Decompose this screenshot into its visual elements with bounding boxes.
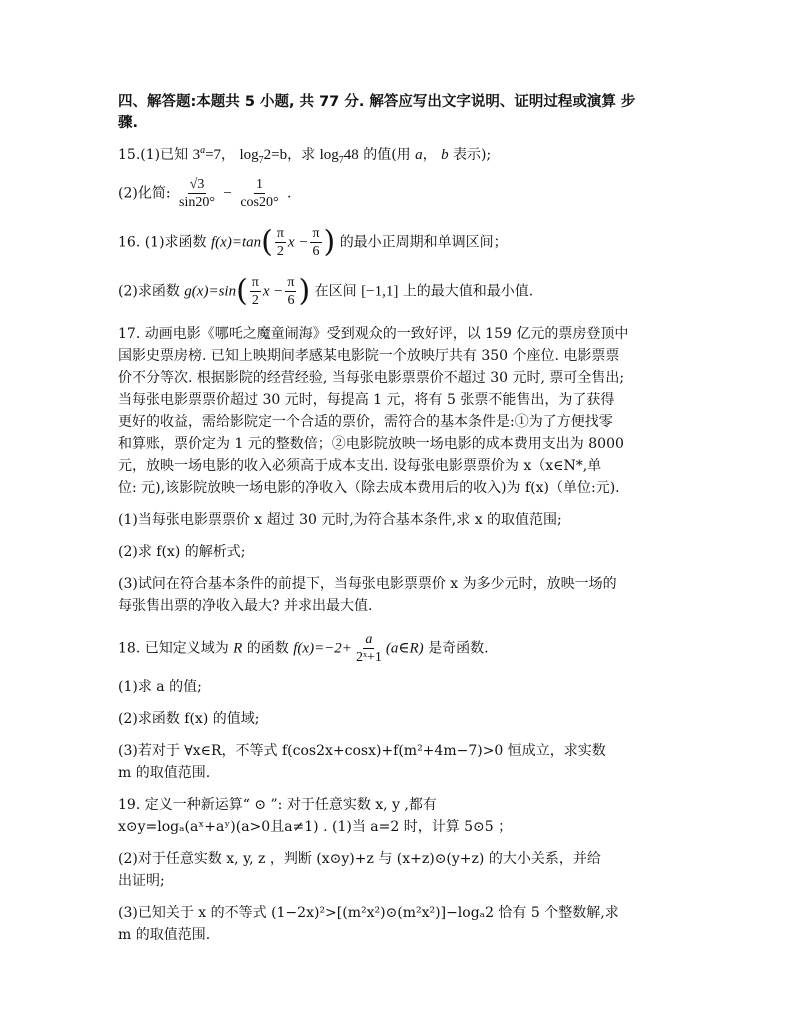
q15-var-b: b [441,147,449,163]
section-heading [118,92,690,134]
q16-gx: g(x)=sin [184,283,237,300]
section-heading-line1: 四、解答题:本题共 5 小题, 共 77 分. 解答应写出文字说明、证明过程或演算 步 [118,94,636,110]
q17-line: 国影史票房榜. 已知上映期间孝感某电影院一个放映厅共有 350 个座位. 电影票票 [118,348,620,364]
q18-stem: 18. 已知定义域为 R 的函数 f(x)=−2+ $\frac{a}{\text{2ˣ+1}}$ (a∈R) 是奇函数. [118,632,489,665]
exam-page [118,92,690,946]
section-heading-line2: 骤. [118,115,139,131]
q15-prefix: 15.(1)已知 [118,147,189,163]
q18-part3: (3)若对于 ∀x∈R，不等式 f(cos2x+cosx)+f(m²+4m−7)>0 恒成立，求实数 m 的取值范围. [118,743,606,781]
q16-pi-over-6: $\frac{\pi}{6}$ [312,226,320,259]
q17-line: 价不分等次. 根据影院的经营经验, 当每张电影票票价不超过 30 元时, 票可全售出; [118,370,625,386]
q15-part2: (2)化简: $\frac{√3}{\sin 20^\circ}$ − $\frac{1}{\cos 20^\circ}$ . [118,177,292,210]
q16-fx: f(x)=tan [211,234,262,251]
q18-part1: (1)求 a 的值; [118,679,202,695]
q17-line: 位: 元),该影院放映一场电影的净收入（除去成本费用后的收入)为 f(x)（单位:元). [118,480,620,496]
q17-line: 和算账，票价定为 1 元的整数倍；②电影院放映一场电影的成本费用支出为 8000 [118,436,624,452]
q17-part3: (3)试问在符合基本条件的前提下，当每张电影票票价 x 为多少元时，放映一场的 每张售出票的净收入最大? 并求出最大值. [118,576,617,614]
q17-line: 更好的收益，需给影院定一个合适的票价，需符合的基本条件是:①为了方便找零 [118,414,613,430]
q19-stem: 19. 定义一种新运算“ ⊙ ”: 对于任意实数 x, y ,都有 x⊙y=logₐ(aˣ+aʸ)(a>0且a≠1) . (1)当 a=2 时，计算 5⊙5 ； [118,797,513,835]
q15-part1: 15.(1)已知 $3^a=7$， $\log_72=b$，求 $\log_748$ 的值(用 a， b 表示); [118,145,492,166]
q17-part1: (1)当每张电影票票价 x 超过 30 元时,为符合基本条件,求 x 的取值范围; [118,512,562,528]
q16-part1: 16. (1)求函数 f(x)=tan( $\frac{\pi}{2}$ x − $\frac{\pi}{6}$ ) 的最小正周期和单调区间； [118,224,508,260]
q19-part3: (3)已知关于 x 的不等式 (1−2x)²>[(m²x²)⊙(m²x²)]−logₐ2 恰有 5 个整数解,求 m 的取值范围. [118,905,619,943]
q15-var-a: a [415,147,423,163]
q16-interval: [−1,1] [361,283,399,300]
q19-part2: (2)对于任意实数 x, y, z ，判断 (x⊙y)+z 与 (x+z)⊙(y+z) 的大小关系，并给 出证明; [118,851,601,889]
q15-given1: $3^a=7$ [192,145,222,163]
q16-pi-over-2: $\frac{\pi}{2}$ [276,226,284,259]
q15-fraction1: $\frac{√3}{\sin 20^\circ}$ [179,177,215,210]
q17-line: 17. 动画电影《哪吒之魔童闹海》受到观众的一致好评，以 159 亿元的票房登顶中 [118,326,629,342]
q18-fraction: $\frac{a}{\text{2ˣ+1}}$ [355,632,382,665]
q15-given2: $\log_72=b$ [239,147,288,166]
q17-stem [118,323,690,499]
q16-part2: (2)求函数 g(x)=sin( $\frac{\pi}{2}$ x − $\frac{\pi}{6}$ ) 在区间 [−1,1] 上的最大值和最小值. [118,273,534,309]
q18-part2: (2)求函数 f(x) 的值域; [118,711,260,727]
q17-line: 当每张电影票票价超过 30 元时，每提高 1 元，将有 5 张票不能售出，为了获得 [118,392,615,408]
q15-target: $\log_748$ [319,147,359,166]
q17-line: 元，放映一场电影的收入必须高于成本支出. 设每张电影票票价为 x（x∈N*,单 [118,458,602,474]
q15-fraction2: $\frac{1}{\cos 20^\circ}$ [240,177,279,210]
q18-fx: f(x)=−2+ [293,640,352,657]
q17-part2: (2)求 f(x) 的解析式; [118,544,246,560]
q16-g-pi-over-2: $\frac{\pi}{2}$ [251,275,259,308]
q16-g-pi-over-6: $\frac{\pi}{6}$ [287,275,295,308]
